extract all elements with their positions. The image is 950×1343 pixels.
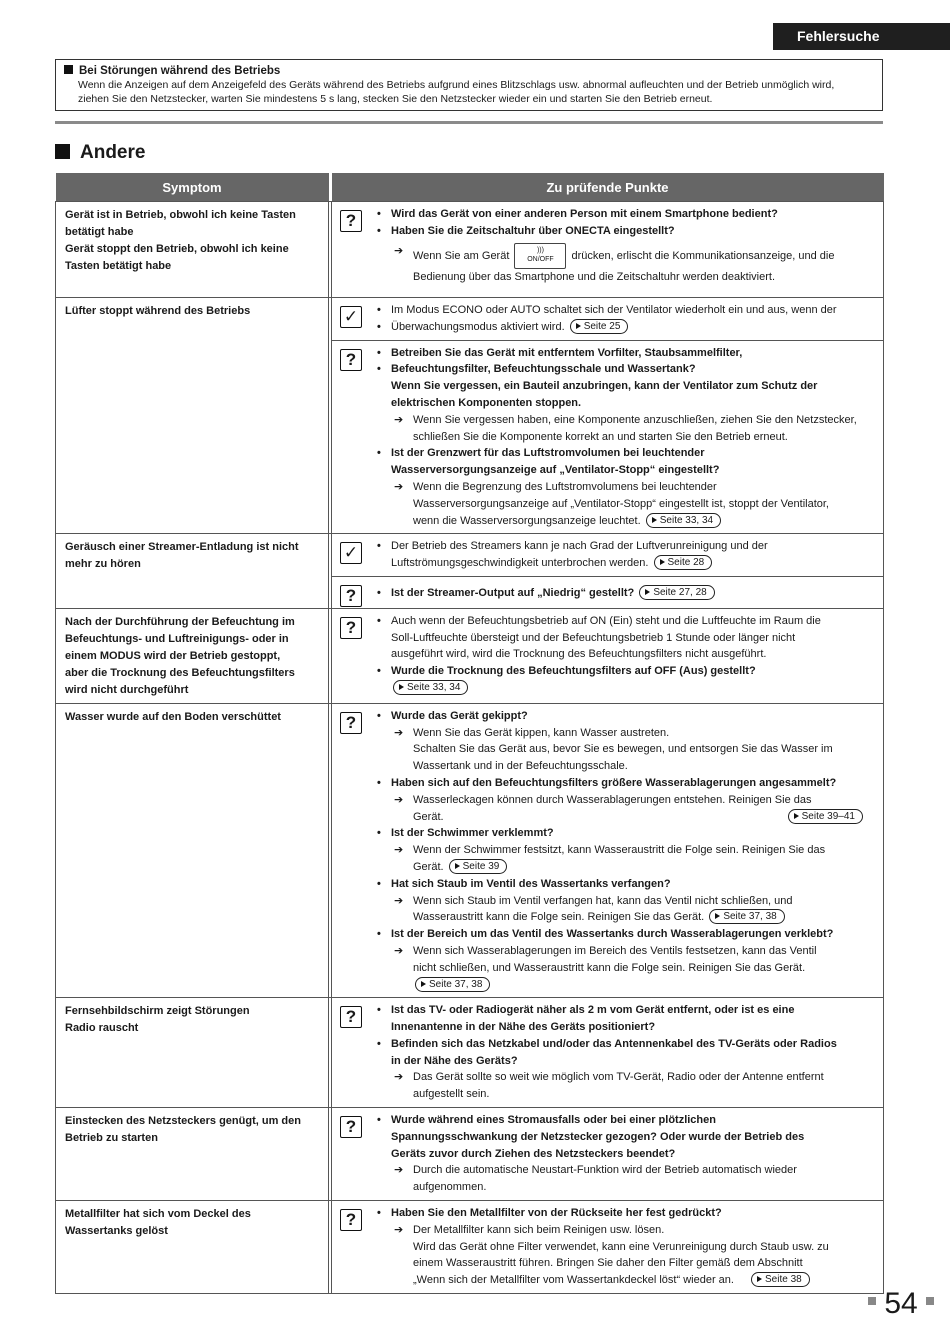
points-cell: ? • Wurde während eines Stromausfalls oder bei einer plötzlichen Spannungsschwankung der Netzstecker gezogen? Oder wurde der Betrieb des Geräts zuvor durch Ziehen des Netzsteckers beendet? ➔ Durch die automatische Neustart-Funktion wird der Betrieb automatisch wieder aufgenommen. <box>332 1108 884 1201</box>
table-row <box>56 608 884 703</box>
page-reference: Seite 28 <box>654 555 713 570</box>
arrow-icon: ➔ <box>394 844 404 857</box>
question-icon: ? <box>340 1209 362 1231</box>
column-header-symptom: Symptom <box>56 173 329 202</box>
arrow-icon: ➔ <box>394 1164 404 1177</box>
check-icon: ✓ <box>340 306 362 328</box>
square-bullet-icon <box>55 144 70 159</box>
section-heading: Andere <box>55 142 145 164</box>
points-cell: ✓ • Der Betrieb des Streamers kann je nach Grad der Luftverunreinigung und der Luftströmungsgeschwindigkeit unterbrochen werden. Seite 28 ? • Ist der Streamer-Output auf „Niedrig“ gestellt? Seite 27, 28 <box>332 534 884 608</box>
question-icon: ? <box>340 210 362 232</box>
play-icon <box>652 517 657 523</box>
square-bullet-icon <box>64 65 73 74</box>
page-reference: Seite 27, 28 <box>639 585 714 600</box>
page-number: 54 <box>868 1287 934 1321</box>
page-reference: Seite 38 <box>751 1272 810 1287</box>
play-icon <box>757 1276 762 1282</box>
table-row <box>56 534 884 608</box>
table-header <box>56 173 884 202</box>
notice-box <box>55 59 883 111</box>
notice-line: Wenn die Anzeigen auf dem Anzeigefeld des Geräts während des Betriebs aufgrund eines Blitzschlags usw. abnormal aufleuchten und der Betrieb unmöglich wird, <box>78 79 835 91</box>
column-header-points: Zu prüfende Punkte <box>332 173 884 202</box>
points-cell: ? • Wurde das Gerät gekippt? ➔ Wenn Sie das Gerät kippen, kann Wasser austreten. Schalten Sie das Gerät aus, bevor Sie es bewegen, und entsorgen Sie das Wasser im Wassertank und in der Befeuchtungsschale. • Haben sich auf den Befeuchtungsfilters größere Wasserablagerungen angesammelt? ➔ Wasserleckagen können durch Wasserablagerungen entstehen. Reinigen Sie das Gerät. Seite 39–41 • Ist der Schwimmer verklemmt? ➔ Wenn der Schwimmer festsitzt, kann Wasseraustritt die Folge sein. Reinigen Sie das Gerät. Seite 39 • Hat sich Staub im Ventil des Wassertanks verfangen? ➔ Wenn sich Staub im Ventil verfangen hat, kann das Ventil nicht schließen, und Wasseraustritt kann die Folge sein. Reinigen Sie das Gerät. Seite 37, 38 • Ist der Bereich um das Ventil des Wassertanks durch Wasserablagerungen verklebt? ➔ Wenn sich Wasserablagerungen im Bereich des Ventils festsetzen, kann das Ventil nicht schließen, und Wasseraustritt kann die Folge sein. Reinigen Sie das Gerät. Seite 37, 38 <box>332 703 884 998</box>
check-icon: ✓ <box>340 542 362 564</box>
play-icon <box>715 913 720 919</box>
play-icon <box>421 981 426 987</box>
symptom-cell: Einstecken des Netzsteckers genügt, um den Betrieb zu starten <box>56 1108 329 1201</box>
table-row <box>56 202 884 298</box>
play-icon <box>660 559 665 565</box>
symptom-cell: Lüfter stoppt während des Betriebs <box>56 298 329 534</box>
arrow-icon: ➔ <box>394 944 404 957</box>
notice-title: Bei Störungen während des Betriebs <box>64 64 874 78</box>
points-cell: ✓ • Im Modus ECONO oder AUTO schaltet sich der Ventilator wiederholt ein und aus, wenn der • Überwachungsmodus aktiviert wird. Seite 25 ? • Betreiben Sie das Gerät mit entferntem Vorfilter, Staubsammelfilter, • Befeuchtungsfilter, Befeuchtungsschale und Wassertank? Wenn Sie vergessen, ein Bauteil anzubringen, kann der Ventilator zum Schutz der elektrischen Komponenten stoppen. ➔ Wenn Sie vergessen haben, eine Komponente anzuschließen, ziehen Sie den Netzstecker, schließen Sie die Komponente korrekt an und starten Sie den Betrieb erneut. • Ist der Grenzwert für das Luftstromvolumen bei leuchtender Wasserversorgungsanzeige auf „Ventilator-Stopp“ eingestellt? ➔ Wenn die Begrenzung des Luftstromvolumens bei leuchtender Wasserversorgungsanzeige auf „Ventilator-Stopp“ eingestellt ist, stoppt der Ventilator, wenn die Wasserversorgungsanzeige leuchtet. Seite 33, 34 <box>332 298 884 534</box>
page-reference: Seite 33, 34 <box>646 513 721 528</box>
play-icon <box>645 589 650 595</box>
question-icon: ? <box>340 1006 362 1028</box>
points-cell: ? • Auch wenn der Befeuchtungsbetrieb auf ON (Ein) steht und die Luftfeuchte im Raum die Soll-Luftfeuchte übersteigt und der Befeuchtungsbetrieb 1 Stunde oder länger nicht ausgeführt wird, wird die Trocknung des Befeuchtungsfilters nicht ausgeführt. • Wurde die Trocknung des Befeuchtungsfilters auf OFF (Aus) gestellt? Seite 33, 34 <box>332 608 884 703</box>
play-icon <box>399 684 404 690</box>
section-tab: Fehlersuche <box>773 23 950 50</box>
symptom-cell: Metallfilter hat sich vom Deckel des Wassertanks gelöst <box>56 1201 329 1294</box>
question-icon: ? <box>340 617 362 639</box>
arrow-icon: ➔ <box>394 793 404 806</box>
arrow-icon: ➔ <box>394 244 404 257</box>
table-row <box>56 998 884 1108</box>
symptom-cell: Geräusch einer Streamer-Entladung ist nicht mehr zu hören <box>56 534 329 608</box>
table-row <box>56 1201 884 1294</box>
page-reference: Seite 37, 38 <box>709 909 784 924</box>
arrow-icon: ➔ <box>394 726 404 739</box>
table-row <box>56 298 884 534</box>
page-reference: Seite 39–41 <box>788 809 863 824</box>
symptom-cell: Wasser wurde auf den Boden verschüttet <box>56 703 329 998</box>
troubleshooting-table <box>55 173 884 1294</box>
points-cell: ? • Ist das TV- oder Radiogerät näher als 2 m vom Gerät entfernt, oder ist es eine Innenantenne in der Nähe des Geräts positioniert? • Befinden sich das Netzkabel und/oder das Antennenkabel des TV-Geräts oder Radios in der Nähe des Geräts? ➔ Das Gerät sollte so weit wie möglich vom TV-Gerät, Radio oder der Antenne entfernt aufgestellt sein. <box>332 998 884 1108</box>
arrow-icon: ➔ <box>394 413 404 426</box>
points-cell: ? • Wird das Gerät von einer anderen Person mit einem Smartphone bedient? • Haben Sie die Zeitschaltuhr über ONECTA eingestellt? ➔ Wenn Sie am Gerät ))) ON/OFF drücken, erlischt die Kommunikationsanzeige, und die Bedienung über das Smartphone und die Zeitschaltuhr werden deaktiviert. <box>332 202 884 298</box>
notice-line: ziehen Sie den Netzstecker, warten Sie mindestens 5 s lang, stecken Sie den Netzstecker wieder ein und starten Sie den Betrieb erneut. <box>78 93 713 105</box>
play-icon <box>794 813 799 819</box>
question-icon: ? <box>340 349 362 371</box>
play-icon <box>455 863 460 869</box>
wifi-icon: ))) <box>536 246 544 254</box>
play-icon <box>576 323 581 329</box>
on-off-button-icon: ))) ON/OFF <box>514 243 566 269</box>
arrow-icon: ➔ <box>394 1223 404 1236</box>
page-reference: Seite 39 <box>449 859 508 874</box>
page-reference: Seite 25 <box>570 319 629 334</box>
divider <box>55 121 883 124</box>
symptom-cell: Gerät ist in Betrieb, obwohl ich keine Tasten betätigt habe Gerät stoppt den Betrieb, obwohl ich keine Tasten betätigt habe <box>56 202 329 298</box>
table-row <box>56 1108 884 1201</box>
symptom-cell: Fernsehbildschirm zeigt Störungen Radio rauscht <box>56 998 329 1108</box>
arrow-icon: ➔ <box>394 894 404 907</box>
table-row <box>56 703 884 998</box>
question-icon: ? <box>340 585 362 607</box>
question-icon: ? <box>340 712 362 734</box>
symptom-cell: Nach der Durchführung der Befeuchtung im Befeuchtungs- und Luftreinigungs- oder in einem MODUS wird der Betrieb gestoppt, aber die Trocknung des Befeuchtungsfilters wird nicht durchgeführt <box>56 608 329 703</box>
points-cell: ? • Haben Sie den Metallfilter von der Rückseite her fest gedrückt? ➔ Der Metallfilter kann sich beim Reinigen usw. lösen. Wird das Gerät ohne Filter verwendet, kann eine Verunreinigung durch Staub usw. zu einem Wasseraustritt führen. Bringen Sie daher den Filter gemäß dem Abschnitt „Wenn sich der Metallfilter vom Wassertankdeckel löst“ wieder an. Seite 38 <box>332 1201 884 1294</box>
arrow-icon: ➔ <box>394 480 404 493</box>
page-reference: Seite 33, 34 <box>393 680 468 695</box>
arrow-icon: ➔ <box>394 1071 404 1084</box>
page-reference: Seite 37, 38 <box>415 977 490 992</box>
question-icon: ? <box>340 1116 362 1138</box>
